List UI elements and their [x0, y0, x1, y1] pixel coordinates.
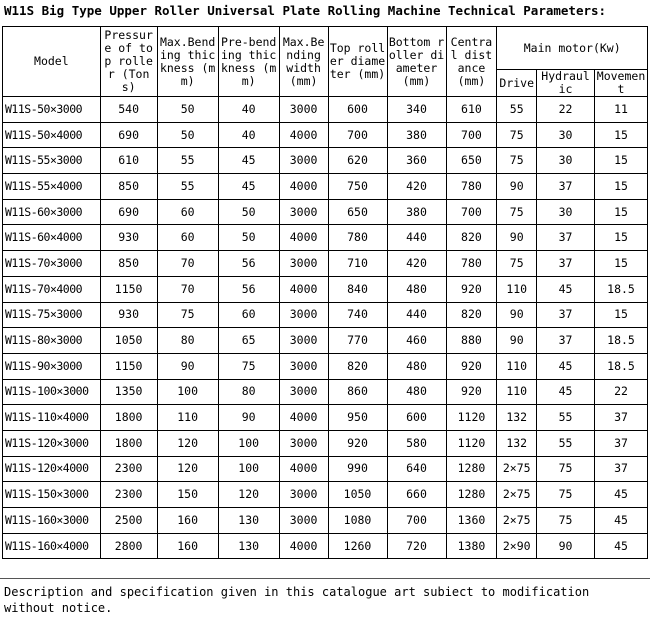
header-model: Model [3, 27, 101, 97]
cell-pressure: 2500 [100, 508, 157, 534]
cell-bottom-roller-diameter: 340 [387, 97, 446, 123]
cell-bottom-roller-diameter: 420 [387, 174, 446, 200]
cell-drive-power: 75 [497, 148, 537, 174]
cell-central-distance: 920 [446, 379, 497, 405]
table-row [3, 430, 648, 456]
header-bottom-roller-diameter: Bottom roller diameter (mm) [387, 27, 446, 97]
cell-pressure: 1800 [100, 405, 157, 431]
cell-pressure: 850 [100, 251, 157, 277]
cell-drive-power: 110 [497, 379, 537, 405]
cell-top-roller-diameter: 740 [328, 302, 387, 328]
cell-max-bending-thickness: 120 [157, 430, 218, 456]
cell-hydraulic-power: 75 [537, 482, 595, 508]
cell-pressure: 610 [100, 148, 157, 174]
cell-hydraulic-power: 37 [537, 302, 595, 328]
cell-hydraulic-power: 45 [537, 276, 595, 302]
table-row [3, 482, 648, 508]
cell-max-bending-width: 3000 [279, 302, 328, 328]
cell-top-roller-diameter: 820 [328, 353, 387, 379]
cell-max-bending-width: 3000 [279, 482, 328, 508]
table-body [3, 97, 648, 559]
cell-top-roller-diameter: 1080 [328, 508, 387, 534]
cell-hydraulic-power: 37 [537, 174, 595, 200]
cell-max-bending-width: 3000 [279, 97, 328, 123]
cell-max-bending-width: 3000 [279, 199, 328, 225]
table-row [3, 405, 648, 431]
table-row [3, 251, 648, 277]
cell-model: W11S-75×3000 [3, 302, 101, 328]
cell-drive-power: 55 [497, 97, 537, 123]
cell-central-distance: 610 [446, 97, 497, 123]
cell-model: W11S-110×4000 [3, 405, 101, 431]
cell-model: W11S-160×4000 [3, 533, 101, 559]
cell-model: W11S-100×3000 [3, 379, 101, 405]
cell-pre-bending-thickness: 75 [218, 353, 279, 379]
cell-max-bending-width: 4000 [279, 405, 328, 431]
cell-max-bending-width: 3000 [279, 353, 328, 379]
table-row [3, 456, 648, 482]
cell-pressure: 1050 [100, 328, 157, 354]
cell-drive-power: 75 [497, 251, 537, 277]
cell-central-distance: 1120 [446, 405, 497, 431]
cell-max-bending-width: 4000 [279, 122, 328, 148]
cell-central-distance: 1380 [446, 533, 497, 559]
cell-central-distance: 650 [446, 148, 497, 174]
table-row [3, 328, 648, 354]
cell-max-bending-thickness: 50 [157, 97, 218, 123]
cell-pre-bending-thickness: 100 [218, 456, 279, 482]
cell-pre-bending-thickness: 120 [218, 482, 279, 508]
cell-pressure: 1150 [100, 276, 157, 302]
cell-model: W11S-150×3000 [3, 482, 101, 508]
cell-hydraulic-power: 90 [537, 533, 595, 559]
cell-pressure: 2300 [100, 456, 157, 482]
cell-movement-power: 15 [595, 302, 648, 328]
cell-movement-power: 22 [595, 379, 648, 405]
cell-max-bending-thickness: 55 [157, 174, 218, 200]
cell-top-roller-diameter: 1050 [328, 482, 387, 508]
cell-hydraulic-power: 30 [537, 148, 595, 174]
table-row [3, 508, 648, 534]
cell-top-roller-diameter: 700 [328, 122, 387, 148]
cell-bottom-roller-diameter: 460 [387, 328, 446, 354]
cell-pressure: 930 [100, 225, 157, 251]
cell-movement-power: 15 [595, 225, 648, 251]
cell-pressure: 1150 [100, 353, 157, 379]
cell-model: W11S-50×3000 [3, 97, 101, 123]
table-row [3, 302, 648, 328]
cell-model: W11S-70×4000 [3, 276, 101, 302]
cell-central-distance: 700 [446, 199, 497, 225]
cell-movement-power: 18.5 [595, 276, 648, 302]
cell-drive-power: 75 [497, 122, 537, 148]
cell-drive-power: 75 [497, 199, 537, 225]
cell-max-bending-width: 4000 [279, 456, 328, 482]
cell-pre-bending-thickness: 130 [218, 533, 279, 559]
cell-top-roller-diameter: 920 [328, 430, 387, 456]
cell-pre-bending-thickness: 50 [218, 199, 279, 225]
cell-movement-power: 37 [595, 456, 648, 482]
cell-model: W11S-55×3000 [3, 148, 101, 174]
cell-hydraulic-power: 45 [537, 379, 595, 405]
cell-model: W11S-55×4000 [3, 174, 101, 200]
header-main-motor: Main motor(Kw) [497, 27, 648, 70]
cell-movement-power: 15 [595, 174, 648, 200]
cell-max-bending-width: 3000 [279, 251, 328, 277]
cell-pressure: 930 [100, 302, 157, 328]
cell-top-roller-diameter: 990 [328, 456, 387, 482]
cell-max-bending-width: 4000 [279, 225, 328, 251]
cell-pre-bending-thickness: 60 [218, 302, 279, 328]
cell-model: W11S-120×3000 [3, 430, 101, 456]
cell-movement-power: 37 [595, 430, 648, 456]
cell-top-roller-diameter: 710 [328, 251, 387, 277]
table-row [3, 97, 648, 123]
header-drive: Drive [497, 70, 537, 97]
cell-model: W11S-90×3000 [3, 353, 101, 379]
cell-movement-power: 45 [595, 508, 648, 534]
cell-movement-power: 18.5 [595, 328, 648, 354]
cell-pressure: 1800 [100, 430, 157, 456]
cell-hydraulic-power: 75 [537, 508, 595, 534]
cell-bottom-roller-diameter: 360 [387, 148, 446, 174]
table-row [3, 174, 648, 200]
cell-top-roller-diameter: 650 [328, 199, 387, 225]
cell-pressure: 690 [100, 199, 157, 225]
cell-movement-power: 11 [595, 97, 648, 123]
cell-bottom-roller-diameter: 440 [387, 225, 446, 251]
cell-central-distance: 820 [446, 225, 497, 251]
cell-hydraulic-power: 37 [537, 225, 595, 251]
table-row [3, 276, 648, 302]
cell-pressure: 2300 [100, 482, 157, 508]
cell-model: W11S-120×4000 [3, 456, 101, 482]
cell-hydraulic-power: 30 [537, 199, 595, 225]
cell-pre-bending-thickness: 45 [218, 148, 279, 174]
cell-pressure: 850 [100, 174, 157, 200]
cell-top-roller-diameter: 780 [328, 225, 387, 251]
cell-hydraulic-power: 75 [537, 456, 595, 482]
cell-pre-bending-thickness: 50 [218, 225, 279, 251]
header-top-roller-diameter: Top roller diameter (mm) [328, 27, 387, 97]
cell-pre-bending-thickness: 45 [218, 174, 279, 200]
cell-hydraulic-power: 45 [537, 353, 595, 379]
cell-model: W11S-80×3000 [3, 328, 101, 354]
table-row [3, 148, 648, 174]
cell-max-bending-thickness: 90 [157, 353, 218, 379]
cell-max-bending-width: 4000 [279, 276, 328, 302]
cell-drive-power: 2×75 [497, 456, 537, 482]
header-central-distance: Central distance (mm) [446, 27, 497, 97]
cell-max-bending-width: 4000 [279, 533, 328, 559]
cell-drive-power: 110 [497, 353, 537, 379]
cell-central-distance: 880 [446, 328, 497, 354]
header-movement: Movement [595, 70, 648, 97]
header-hydraulic: Hydraulic [537, 70, 595, 97]
table-row [3, 533, 648, 559]
cell-pre-bending-thickness: 65 [218, 328, 279, 354]
cell-top-roller-diameter: 1260 [328, 533, 387, 559]
cell-model: W11S-70×3000 [3, 251, 101, 277]
cell-max-bending-thickness: 75 [157, 302, 218, 328]
cell-max-bending-thickness: 150 [157, 482, 218, 508]
cell-central-distance: 780 [446, 251, 497, 277]
cell-hydraulic-power: 22 [537, 97, 595, 123]
header-max-bending-thickness: Max.Bending thickness (mm) [157, 27, 218, 97]
cell-central-distance: 780 [446, 174, 497, 200]
cell-drive-power: 2×75 [497, 482, 537, 508]
cell-movement-power: 15 [595, 199, 648, 225]
cell-max-bending-thickness: 60 [157, 199, 218, 225]
page-title: W11S Big Type Upper Roller Universal Plate Rolling Machine Technical Parameters: [4, 3, 607, 18]
cell-top-roller-diameter: 600 [328, 97, 387, 123]
table-row [3, 122, 648, 148]
cell-max-bending-thickness: 160 [157, 508, 218, 534]
cell-top-roller-diameter: 840 [328, 276, 387, 302]
cell-max-bending-thickness: 120 [157, 456, 218, 482]
cell-max-bending-thickness: 50 [157, 122, 218, 148]
cell-model: W11S-50×4000 [3, 122, 101, 148]
cell-max-bending-thickness: 60 [157, 225, 218, 251]
cell-hydraulic-power: 55 [537, 405, 595, 431]
cell-drive-power: 132 [497, 405, 537, 431]
cell-model: W11S-60×4000 [3, 225, 101, 251]
cell-max-bending-thickness: 80 [157, 328, 218, 354]
cell-movement-power: 18.5 [595, 353, 648, 379]
cell-bottom-roller-diameter: 480 [387, 276, 446, 302]
cell-model: W11S-60×3000 [3, 199, 101, 225]
cell-hydraulic-power: 30 [537, 122, 595, 148]
cell-movement-power: 45 [595, 533, 648, 559]
cell-max-bending-thickness: 110 [157, 405, 218, 431]
cell-bottom-roller-diameter: 440 [387, 302, 446, 328]
cell-drive-power: 2×75 [497, 508, 537, 534]
header-max-bending-width: Max.Bending width (mm) [279, 27, 328, 97]
cell-max-bending-width: 3000 [279, 379, 328, 405]
cell-central-distance: 920 [446, 276, 497, 302]
cell-central-distance: 1280 [446, 456, 497, 482]
cell-hydraulic-power: 37 [537, 328, 595, 354]
cell-central-distance: 1120 [446, 430, 497, 456]
cell-bottom-roller-diameter: 660 [387, 482, 446, 508]
cell-central-distance: 1360 [446, 508, 497, 534]
cell-pressure: 540 [100, 97, 157, 123]
table-row [3, 225, 648, 251]
table-row [3, 353, 648, 379]
cell-drive-power: 90 [497, 328, 537, 354]
cell-bottom-roller-diameter: 580 [387, 430, 446, 456]
cell-drive-power: 90 [497, 225, 537, 251]
cell-bottom-roller-diameter: 380 [387, 122, 446, 148]
cell-bottom-roller-diameter: 480 [387, 353, 446, 379]
cell-drive-power: 110 [497, 276, 537, 302]
cell-max-bending-thickness: 160 [157, 533, 218, 559]
header-pressure: Pressure of top roller (Tons) [100, 27, 157, 97]
cell-movement-power: 15 [595, 122, 648, 148]
cell-bottom-roller-diameter: 480 [387, 379, 446, 405]
cell-pre-bending-thickness: 56 [218, 251, 279, 277]
cell-pressure: 2800 [100, 533, 157, 559]
cell-max-bending-width: 3000 [279, 148, 328, 174]
cell-drive-power: 132 [497, 430, 537, 456]
cell-pre-bending-thickness: 40 [218, 97, 279, 123]
cell-max-bending-width: 3000 [279, 430, 328, 456]
table-row [3, 379, 648, 405]
cell-drive-power: 2×90 [497, 533, 537, 559]
cell-max-bending-width: 3000 [279, 508, 328, 534]
cell-top-roller-diameter: 750 [328, 174, 387, 200]
cell-central-distance: 700 [446, 122, 497, 148]
cell-pre-bending-thickness: 40 [218, 122, 279, 148]
cell-max-bending-thickness: 100 [157, 379, 218, 405]
cell-pre-bending-thickness: 130 [218, 508, 279, 534]
technical-parameters-table [2, 26, 648, 559]
cell-top-roller-diameter: 770 [328, 328, 387, 354]
cell-hydraulic-power: 37 [537, 251, 595, 277]
footer-divider [0, 578, 650, 579]
cell-bottom-roller-diameter: 600 [387, 405, 446, 431]
cell-pressure: 1350 [100, 379, 157, 405]
cell-bottom-roller-diameter: 700 [387, 508, 446, 534]
table-row [3, 199, 648, 225]
cell-drive-power: 90 [497, 174, 537, 200]
cell-pre-bending-thickness: 90 [218, 405, 279, 431]
cell-max-bending-thickness: 55 [157, 148, 218, 174]
cell-model: W11S-160×3000 [3, 508, 101, 534]
cell-top-roller-diameter: 860 [328, 379, 387, 405]
cell-top-roller-diameter: 950 [328, 405, 387, 431]
footer-note: Description and specification given in this catalogue art subiect to modification without notice. [4, 585, 590, 615]
cell-max-bending-thickness: 70 [157, 251, 218, 277]
cell-bottom-roller-diameter: 720 [387, 533, 446, 559]
header-pre-bending-thickness: Pre-bending thickness (mm) [218, 27, 279, 97]
cell-pre-bending-thickness: 80 [218, 379, 279, 405]
cell-top-roller-diameter: 620 [328, 148, 387, 174]
cell-movement-power: 45 [595, 482, 648, 508]
cell-bottom-roller-diameter: 640 [387, 456, 446, 482]
cell-hydraulic-power: 55 [537, 430, 595, 456]
cell-central-distance: 820 [446, 302, 497, 328]
cell-movement-power: 37 [595, 405, 648, 431]
cell-max-bending-thickness: 70 [157, 276, 218, 302]
cell-pre-bending-thickness: 100 [218, 430, 279, 456]
cell-max-bending-width: 3000 [279, 328, 328, 354]
cell-max-bending-width: 4000 [279, 174, 328, 200]
cell-movement-power: 15 [595, 251, 648, 277]
cell-drive-power: 90 [497, 302, 537, 328]
cell-central-distance: 1280 [446, 482, 497, 508]
cell-pre-bending-thickness: 56 [218, 276, 279, 302]
cell-pressure: 690 [100, 122, 157, 148]
cell-bottom-roller-diameter: 420 [387, 251, 446, 277]
cell-movement-power: 15 [595, 148, 648, 174]
cell-central-distance: 920 [446, 353, 497, 379]
cell-bottom-roller-diameter: 380 [387, 199, 446, 225]
